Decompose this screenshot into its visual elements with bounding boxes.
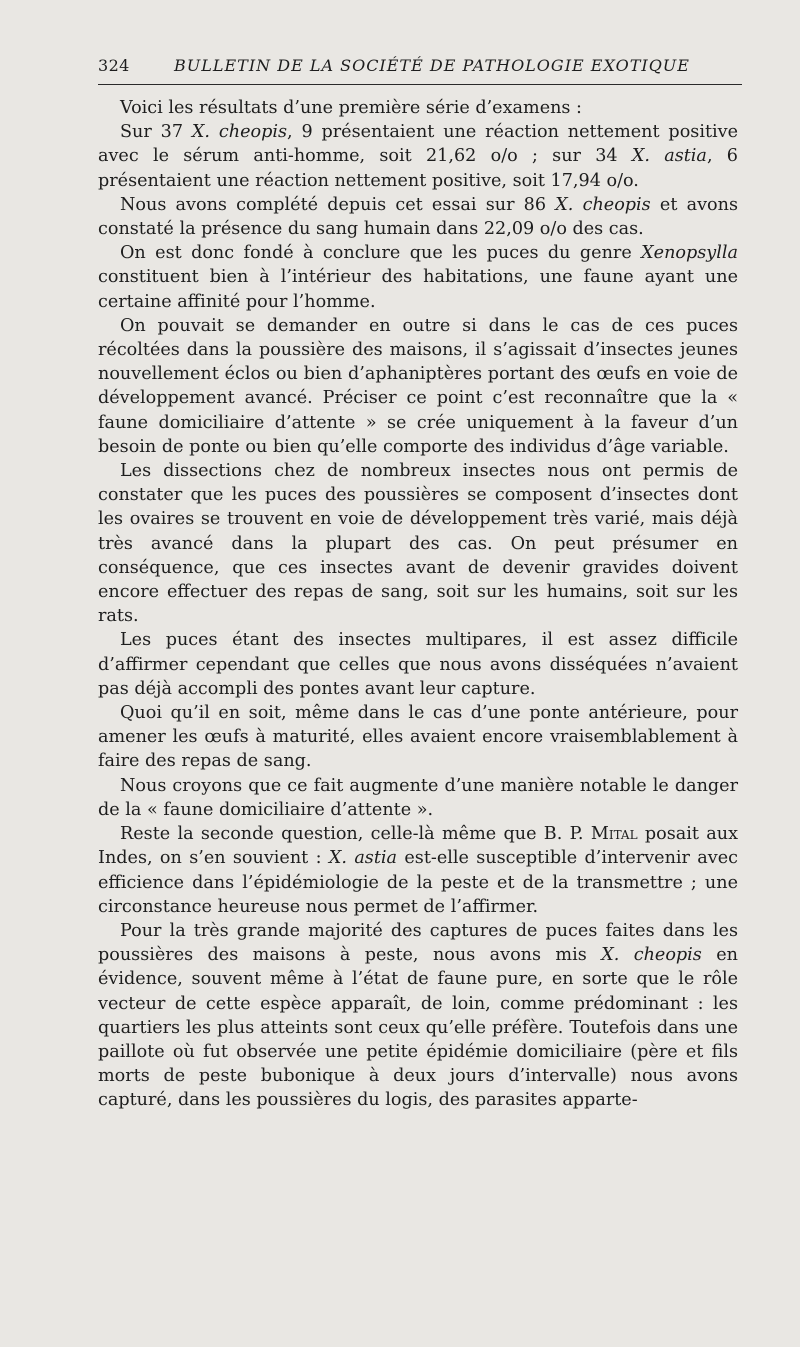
paragraph: Voici les résultats d’une première série d’examens : xyxy=(120,98,582,118)
page-number: 324 xyxy=(98,56,130,75)
paragraph: On pouvait se demander en outre si dans le cas de ces puces récoltées dans la poussière des maisons, il s’agissait d’insectes jeunes nouvellement éclos ou bien d’aphaniptères portant des œufs en voie de développement avancé. Préciser ce point c’est reconnaître que la « faune domiciliaire d’attente » se crée uniquement à la faveur d’un besoin de ponte ou bien qu’elle comporte des individus d’âge variable. xyxy=(98,315,738,457)
paragraph: Nous croyons que ce fait augmente d’une manière notable le danger de la « faune domiciliaire d’attente ». xyxy=(98,775,738,820)
paragraph: Quoi qu’il en soit, même dans le cas d’une ponte antérieure, pour amener les œufs à maturité, elles avaient encore vraisemblablement à faire des repas de sang. xyxy=(98,703,738,772)
paragraph: Nous avons complété depuis cet essai sur 86 X. cheopis et avons constaté la présence du sang humain dans 22,09 o/o des cas. xyxy=(98,194,738,240)
paragraph: On est donc fondé à conclure que les puces du genre Xenopsylla constituent bien à l’intérieur des habitations, une faune ayant une certaine affinité pour l’homme. xyxy=(98,243,738,312)
body-text xyxy=(98,96,738,1113)
paragraph: Pour la très grande majorité des captures de puces faites dans les poussières des maisons à peste, nous avons mis X. cheopis en évidence, souvent même à l’état de faune pure, en sorte que le rôle vecteur de cette espèce apparaît, de loin, comme prédominant : les quartiers les plus atteints sont ceux qu’elle préfère. Toutefois dans une paillote où fut observée une petite épidémie domiciliaire (père et fils morts de peste bubonique à deux jours d’intervalle) nous avons capturé, dans les poussières du logis, des parasites apparte- xyxy=(98,920,738,1111)
paragraph: Reste la seconde question, celle-là même que B. P. Mital posait aux Indes, on s’en souvient : X. astia est-elle susceptible d’intervenir avec efficience dans l’épidémiologie de la peste et de la transmettre ; une circonstance heureuse nous permet de l’affirmer. xyxy=(98,824,738,917)
running-title: BULLETIN DE LA SOCIÉTÉ DE PATHOLOGIE EXOTIQUE xyxy=(174,56,690,75)
page-header xyxy=(98,56,738,82)
paragraph: Sur 37 X. cheopis, 9 présentaient une réaction nettement positive avec le sérum anti-homme, soit 21,62 o/o ; sur 34 X. astia, 6 présentaient une réaction nettement positive, soit 17,94 o/o. xyxy=(98,122,738,191)
header-rule xyxy=(98,84,742,85)
paragraph: Les puces étant des insectes multipares, il est assez difficile d’affirmer cependant que celles que nous avons disséquées n’avaient pas déjà accompli des pontes avant leur capture. xyxy=(98,630,738,699)
paragraph: Les dissections chez de nombreux insectes nous ont permis de constater que les puces des poussières se composent d’insectes dont les ovaires se trouvent en voie de développement très varié, mais déjà très avancé dans la plupart des cas. On peut présumer en conséquence, que ces insectes avant de devenir gravides doivent encore effectuer des repas de sang, soit sur les humains, soit sur les rats. xyxy=(98,461,738,627)
